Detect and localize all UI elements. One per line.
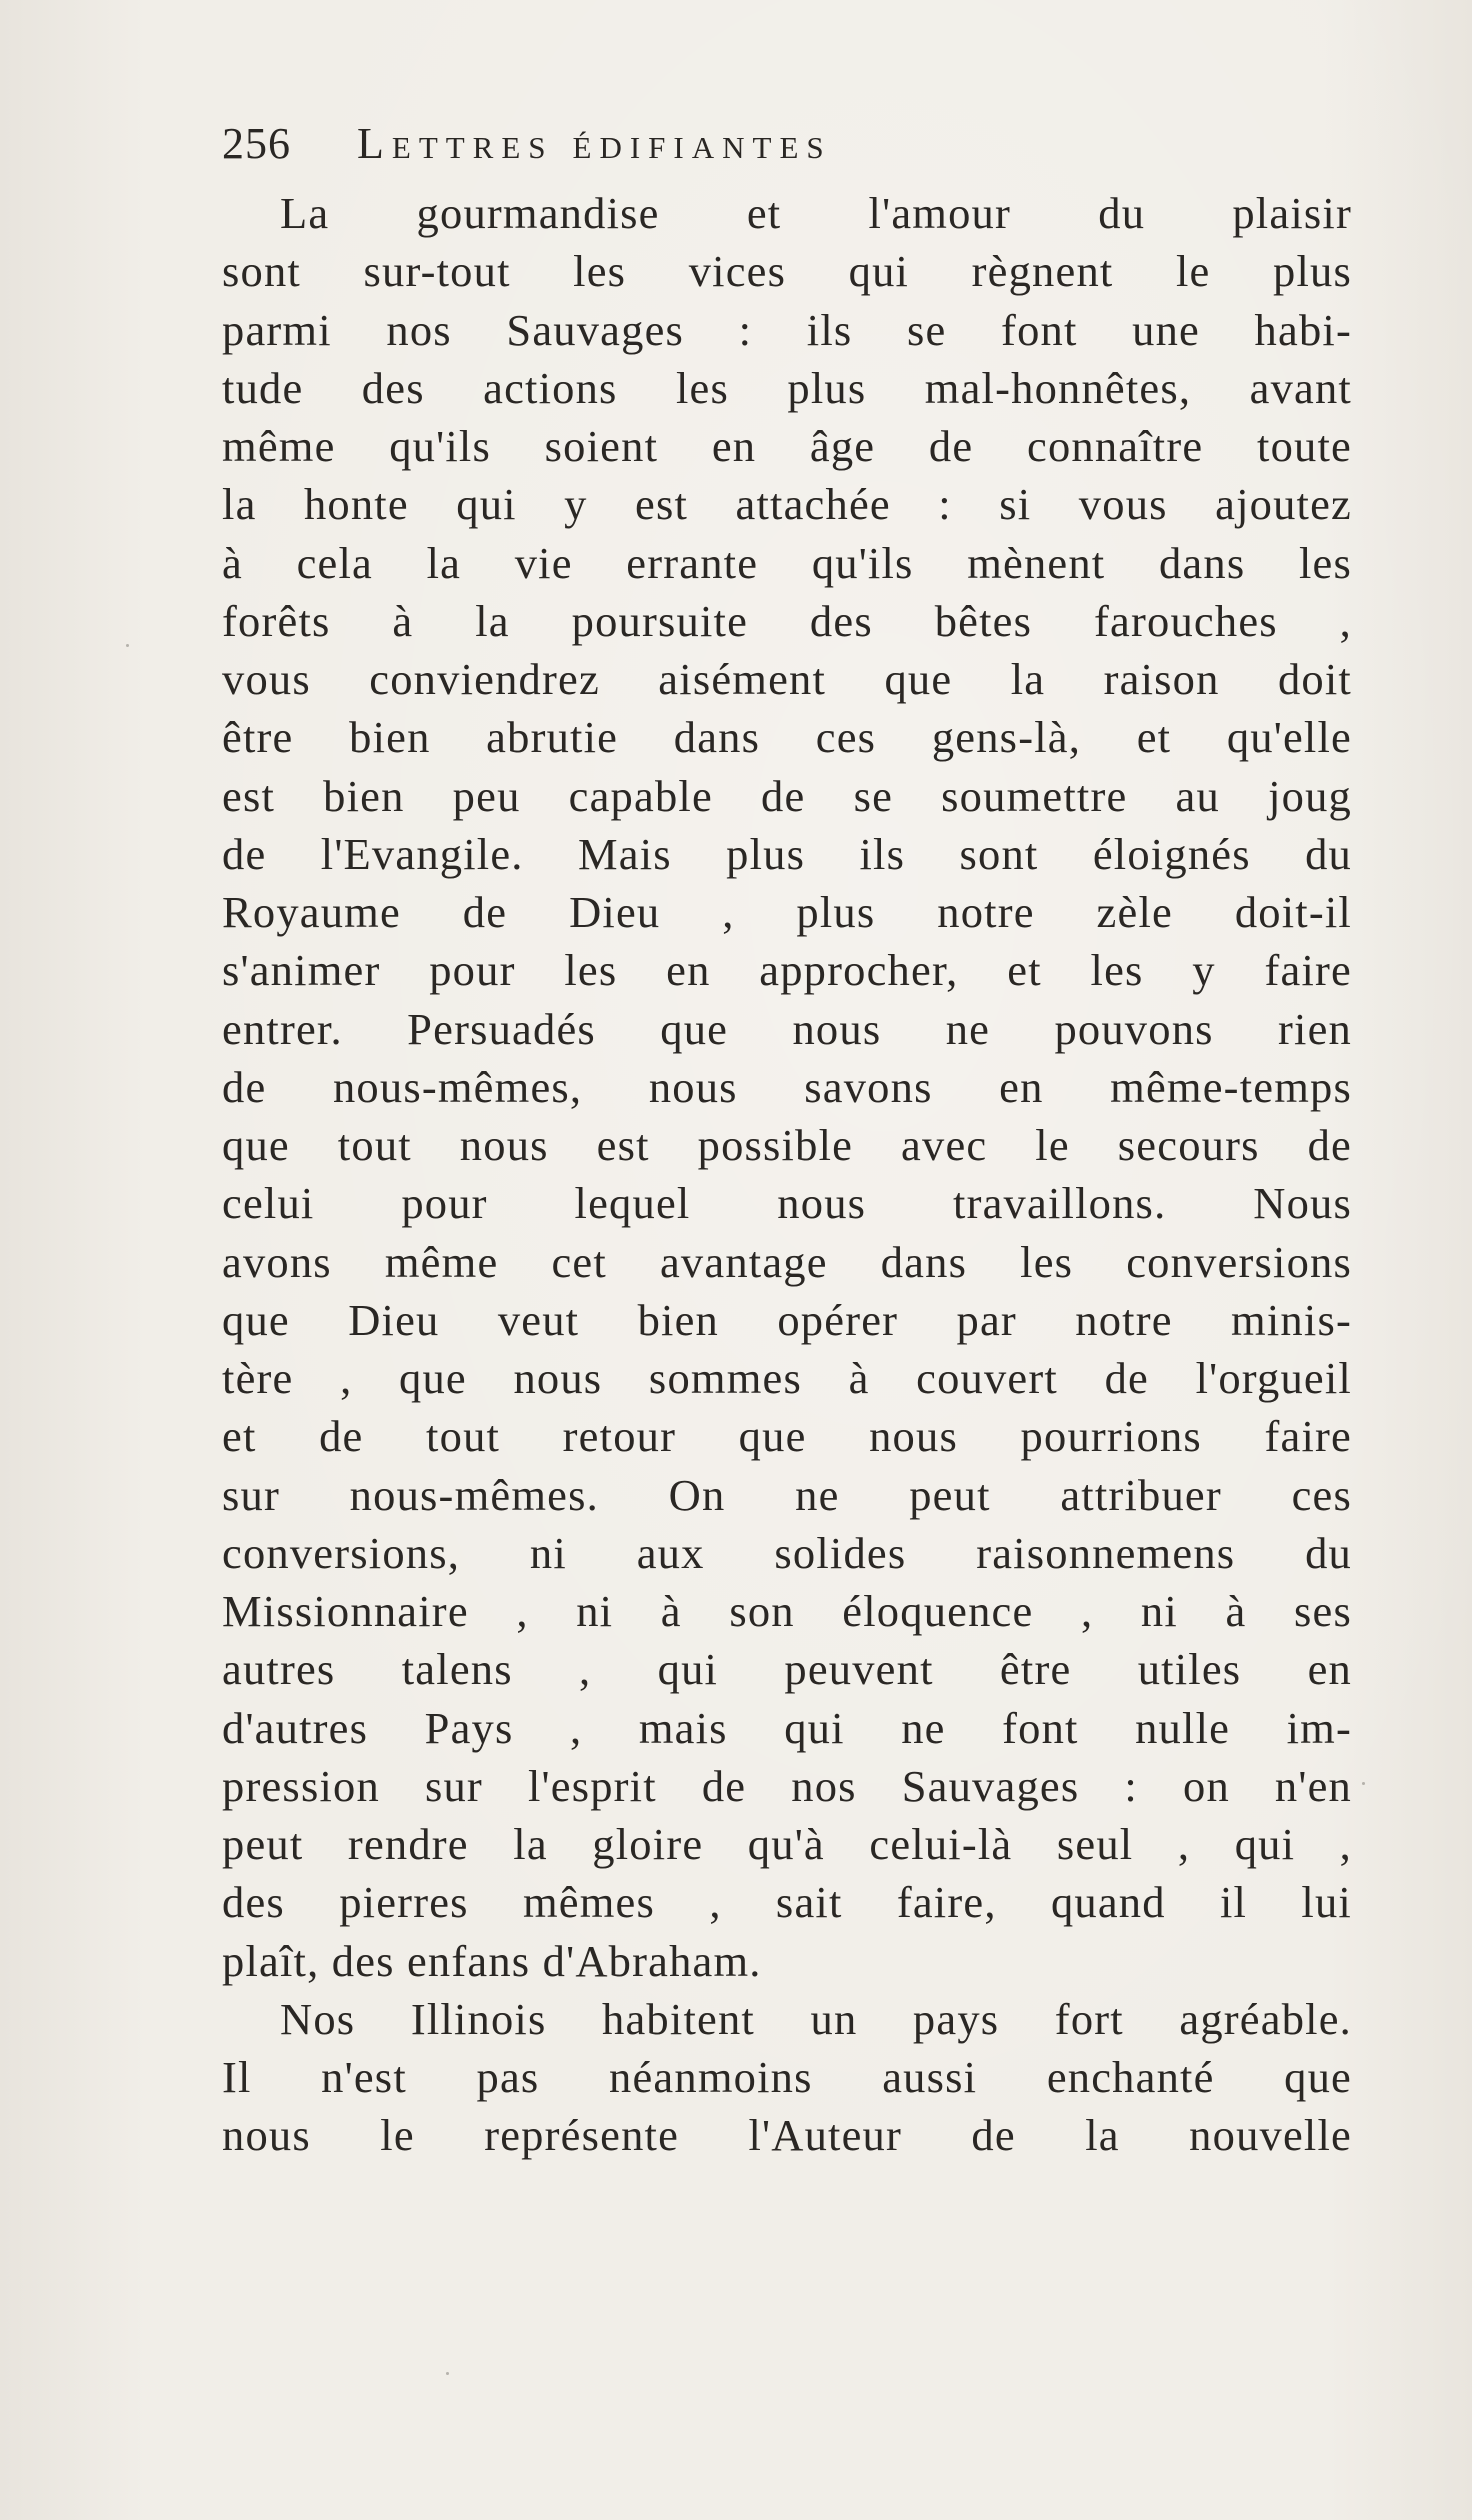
text-line: d'autres Pays , mais qui ne font nulle im- bbox=[222, 1702, 1352, 1753]
text-line: Il n'est pas néanmoins aussi enchanté que bbox=[222, 2052, 1352, 2102]
text-line: même qu'ils soient en âge de connaître toute bbox=[222, 421, 1352, 471]
text-line: parmi nos Sauvages : ils se font une habi- bbox=[222, 304, 1352, 355]
text-line: que tout nous est possible avec le secours de bbox=[222, 1120, 1352, 1170]
text-line: autres talens , qui peuvent être utiles en bbox=[222, 1644, 1352, 1695]
text-line: avons même cet avantage dans les conversions bbox=[222, 1236, 1352, 1287]
text-line: être bien abrutie dans ces gens-là, et qu'elle bbox=[222, 712, 1352, 763]
text-line: Nos Illinois habitent un pays fort agréable. bbox=[280, 1993, 1352, 2044]
text-line: entrer. Persuadés que nous ne pouvons rien bbox=[222, 1003, 1352, 1054]
body-text bbox=[222, 184, 1352, 2165]
text-line: vous conviendrez aisément que la raison doit bbox=[222, 654, 1352, 704]
text-line: Royaume de Dieu , plus notre zèle doit-il bbox=[222, 887, 1352, 937]
text-line: que Dieu veut bien opérer par notre minis- bbox=[222, 1294, 1352, 1345]
text-line: plaît, des enfans d'Abraham. bbox=[222, 1935, 762, 1986]
text-line: des pierres mêmes , sait faire, quand il lui bbox=[222, 1877, 1352, 1928]
paper-speck bbox=[126, 644, 129, 647]
text-line: et de tout retour que nous pourrions faire bbox=[222, 1411, 1352, 1462]
text-line: à cela la vie errante qu'ils mènent dans les bbox=[222, 537, 1352, 588]
text-line: peut rendre la gloire qu'à celui-là seul , qui , bbox=[222, 1819, 1352, 1869]
text-line: conversions, ni aux solides raisonnemens du bbox=[222, 1527, 1352, 1578]
page-number: 256 bbox=[222, 119, 291, 168]
text-line: tère , que nous sommes à couvert de l'orgueil bbox=[222, 1353, 1352, 1403]
paper-speck bbox=[1362, 1782, 1365, 1785]
text-line: sont sur-tout les vices qui règnent le plus bbox=[222, 246, 1352, 297]
text-line: tude des actions les plus mal-honnêtes, avant bbox=[222, 362, 1352, 413]
text-line: de l'Evangile. Mais plus ils sont éloignés du bbox=[222, 828, 1352, 879]
running-title: Lettres édifiantes bbox=[357, 119, 832, 168]
text-line: celui pour lequel nous travaillons. Nous bbox=[222, 1178, 1352, 1229]
text-line: est bien peu capable de se soumettre au joug bbox=[222, 770, 1352, 821]
text-line: s'animer pour les en approcher, et les y faire bbox=[222, 945, 1352, 996]
page-header bbox=[222, 118, 1352, 188]
text-line: pression sur l'esprit de nos Sauvages : on n'en bbox=[222, 1760, 1352, 1811]
text-line: sur nous-mêmes. On ne peut attribuer ces bbox=[222, 1469, 1352, 1520]
text-line: La gourmandise et l'amour du plaisir bbox=[280, 188, 1352, 238]
text-line: de nous-mêmes, nous savons en même-temps bbox=[222, 1061, 1352, 1112]
paper-speck bbox=[446, 2372, 449, 2375]
text-line: Missionnaire , ni à son éloquence , ni à ses bbox=[222, 1586, 1352, 1636]
text-line: nous le représente l'Auteur de la nouvelle bbox=[222, 2110, 1352, 2161]
text-line: la honte qui y est attachée : si vous ajoutez bbox=[222, 479, 1352, 530]
text-line: forêts à la poursuite des bêtes farouches , bbox=[222, 595, 1352, 646]
